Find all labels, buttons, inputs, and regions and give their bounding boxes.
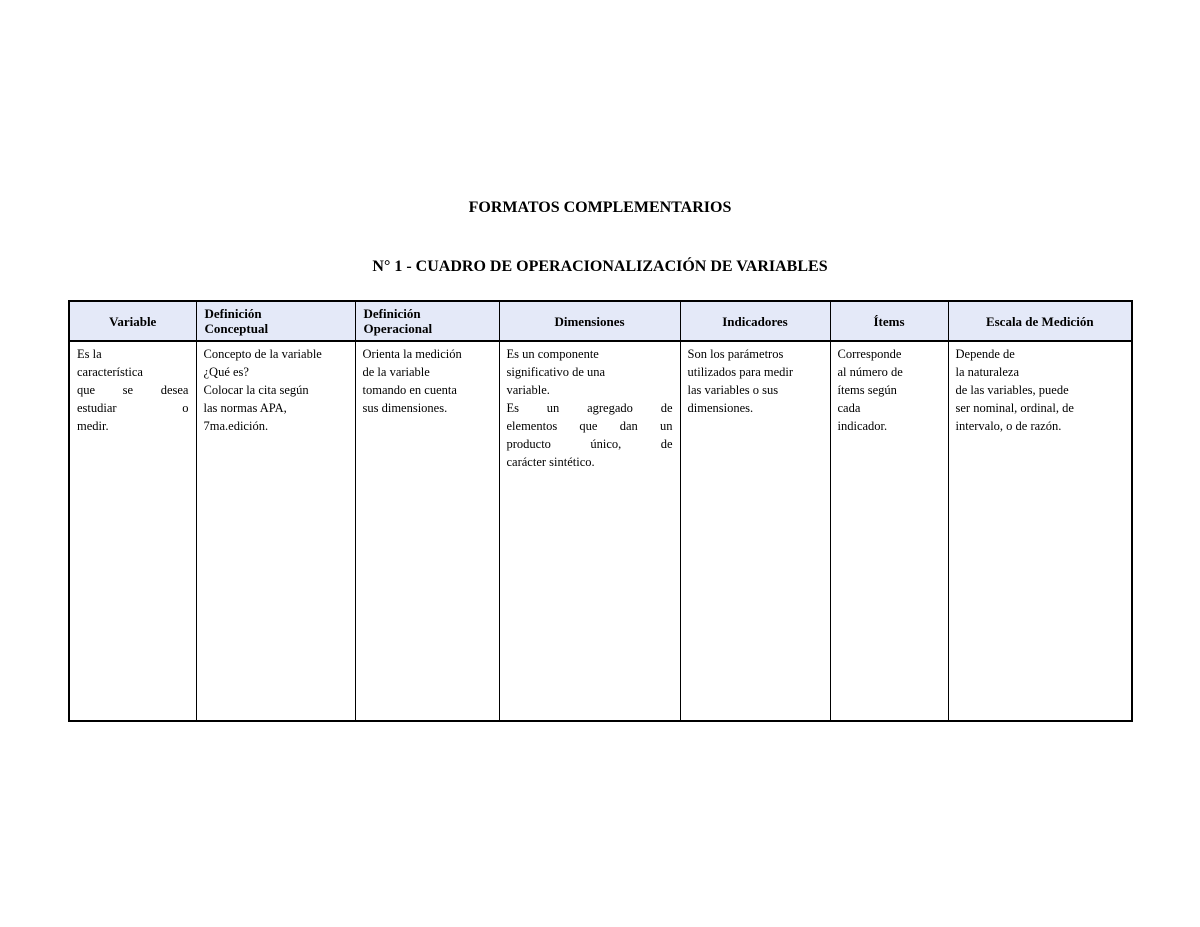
document-title: FORMATOS COMPLEMENTARIOS [468,199,732,216]
header-indicadores: Indicadores [680,301,830,341]
table-header-row [69,301,1132,341]
cell-items: Corresponde al número de ítems según cada indicador. [830,341,948,721]
cell-definicion-conceptual: Concepto de la variable ¿Qué es? Colocar la cita según las normas APA, 7ma.edición. [196,341,355,721]
operationalization-table [68,300,1133,722]
cell-definicion-operacional: Orienta la medición de la variable tomando en cuenta sus dimensiones. [355,341,499,721]
cell-indicadores: Son los parámetros utilizados para medir las variables o sus dimensiones. [680,341,830,721]
header-dimensiones: Dimensiones [499,301,680,341]
header-items: Ítems [830,301,948,341]
header-variable: Variable [69,301,196,341]
header-escala-medicion: Escala de Medición [948,301,1132,341]
cell-variable: Es la característica que se desea estudiar o medir. [69,341,196,721]
cell-escala-medicion: Depende de la naturaleza de las variables, puede ser nominal, ordinal, de intervalo, o de razón. [948,341,1132,721]
document-subtitle: N° 1 - CUADRO DE OPERACIONALIZACIÓN DE VARIABLES [372,258,828,275]
header-definicion-operacional: Definición Operacional [355,301,499,341]
header-definicion-conceptual: Definición Conceptual [196,301,355,341]
table-row [69,341,1132,721]
cell-dimensiones: Es un componente significativo de una variable. Es un agregado de elementos que dan un producto único, de carácter sintético. [499,341,680,721]
